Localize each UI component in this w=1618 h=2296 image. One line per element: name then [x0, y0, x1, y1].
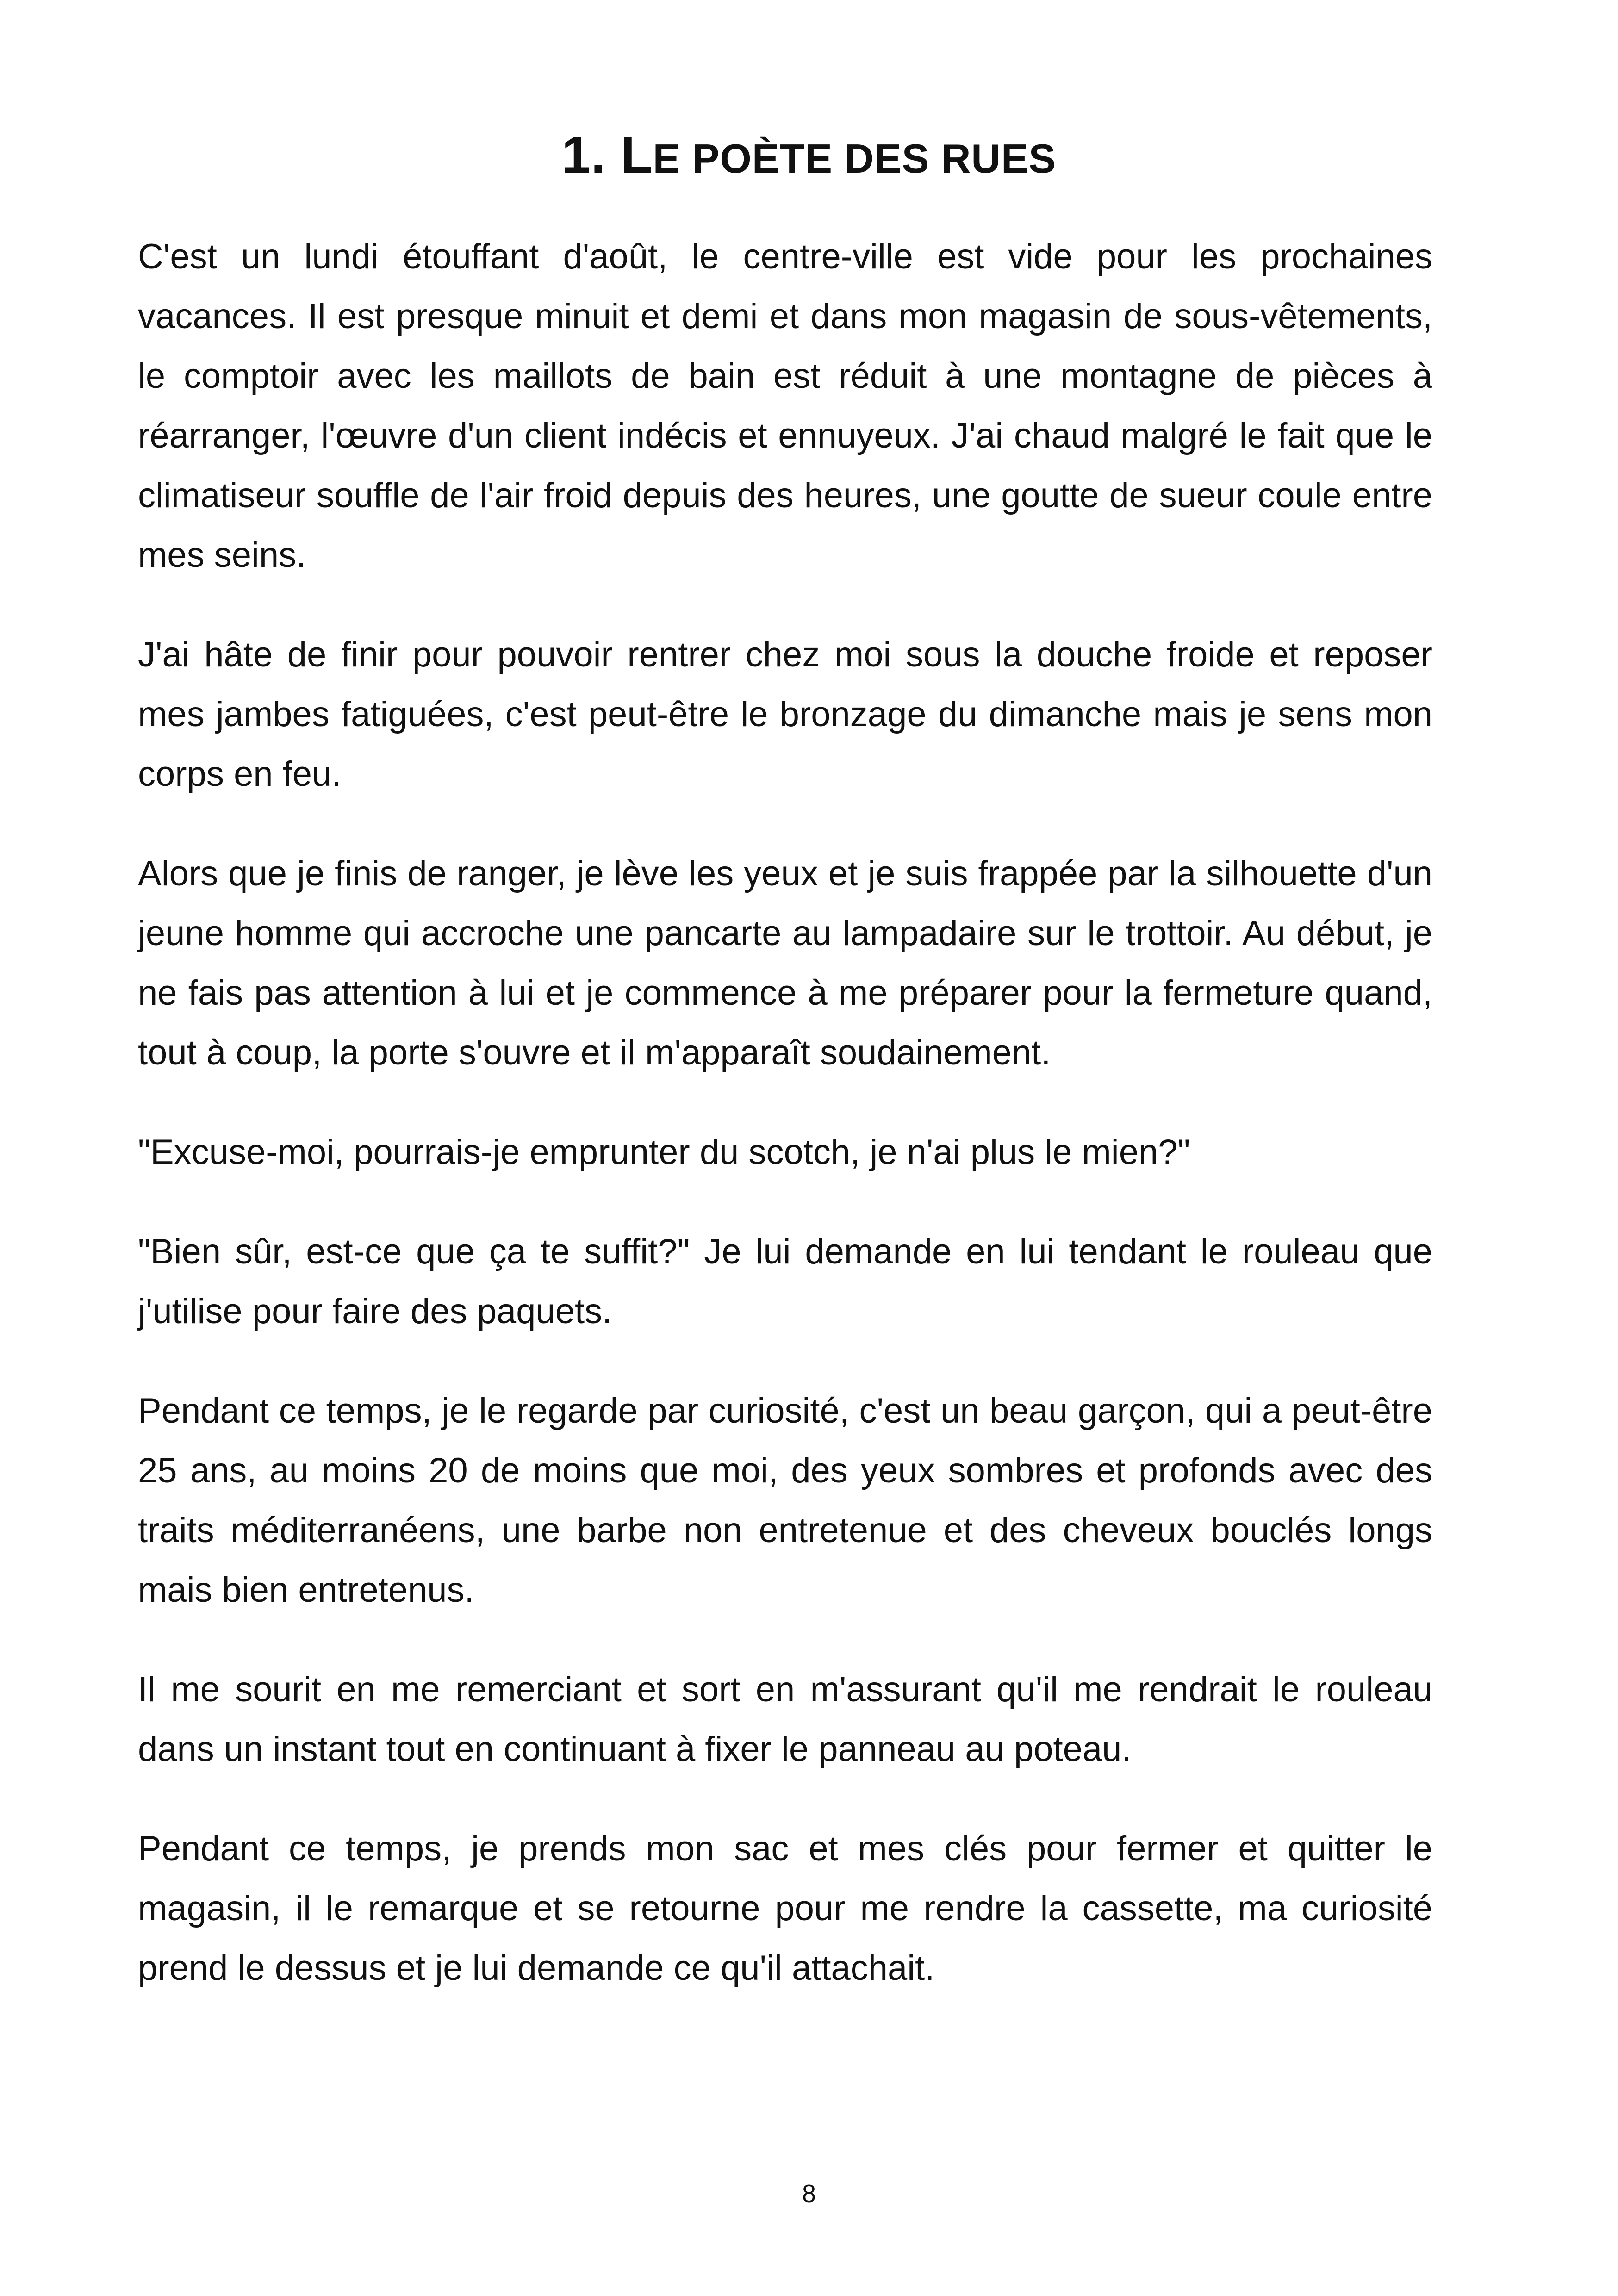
paragraph-4: "Excuse-moi, pourrais-je emprunter du scotch, je n'ai plus le mien?" — [138, 1132, 1190, 1172]
paragraph-6: Pendant ce temps, je le regarde par curiosité, c'est un beau garçon, qui a peut-être 25 ans, au moins 20 de moins que moi, des yeux sombres et profonds avec des traits méditerranéens, une barbe non entretenue et des cheveux bouclés longs mais bien entretenus. — [138, 1391, 1432, 1610]
paragraph-1: C'est un lundi étouffant d'août, le centre-ville est vide pour les prochaines vacances. Il est presque minuit et demi et dans mon magasin de sous-vêtements, le comptoir avec les maillots de bain est réduit à une montagne de pièces à réarranger, l'œuvre d'un client indécis et ennuyeux. J'ai chaud malgré le fait que le climatiseur souffle de l'air froid depuis des heures, une goutte de sueur coule entre mes seins. — [138, 237, 1432, 575]
paragraph-5: "Bien sûr, est-ce que ça te suffit?" Je lui demande en lui tendant le rouleau que j'utilise pour faire des paquets. — [138, 1232, 1432, 1331]
chapter-title — [0, 118, 1618, 196]
paragraph-7: Il me sourit en me remerciant et sort en m'assurant qu'il me rendrait le rouleau dans un instant tout en continuant à fixer le panneau au poteau. — [138, 1670, 1432, 1769]
chapter-title-rest: E POÈTE DES RUES — [653, 136, 1057, 181]
paragraph-3: Alors que je finis de ranger, je lève les yeux et je suis frappée par la silhouette d'un jeune homme qui accroche une pancarte au lampadaire sur le trottoir. Au début, je ne fais pas attention à lui et je commence à me préparer pour la fermeture quand, tout à coup, la porte s'ouvre et il m'apparaît soudainement. — [138, 854, 1432, 1072]
chapter-number: 1. — [561, 126, 606, 184]
page-number: 8 — [802, 2180, 816, 2208]
paragraph-8: Pendant ce temps, je prends mon sac et mes clés pour fermer et quitter le magasin, il le remarque et se retourne pour me rendre la cassette, ma curiosité prend le dessus et je lui demande ce qu'il attachait. — [138, 1829, 1432, 1988]
chapter-body — [138, 227, 1432, 2038]
paragraph-2: J'ai hâte de finir pour pouvoir rentrer chez moi sous la douche froide et reposer mes jambes fatiguées, c'est peut-être le bronzage du dimanche mais je sens mon corps en feu. — [138, 635, 1432, 794]
chapter-title-initial: L — [621, 126, 653, 184]
